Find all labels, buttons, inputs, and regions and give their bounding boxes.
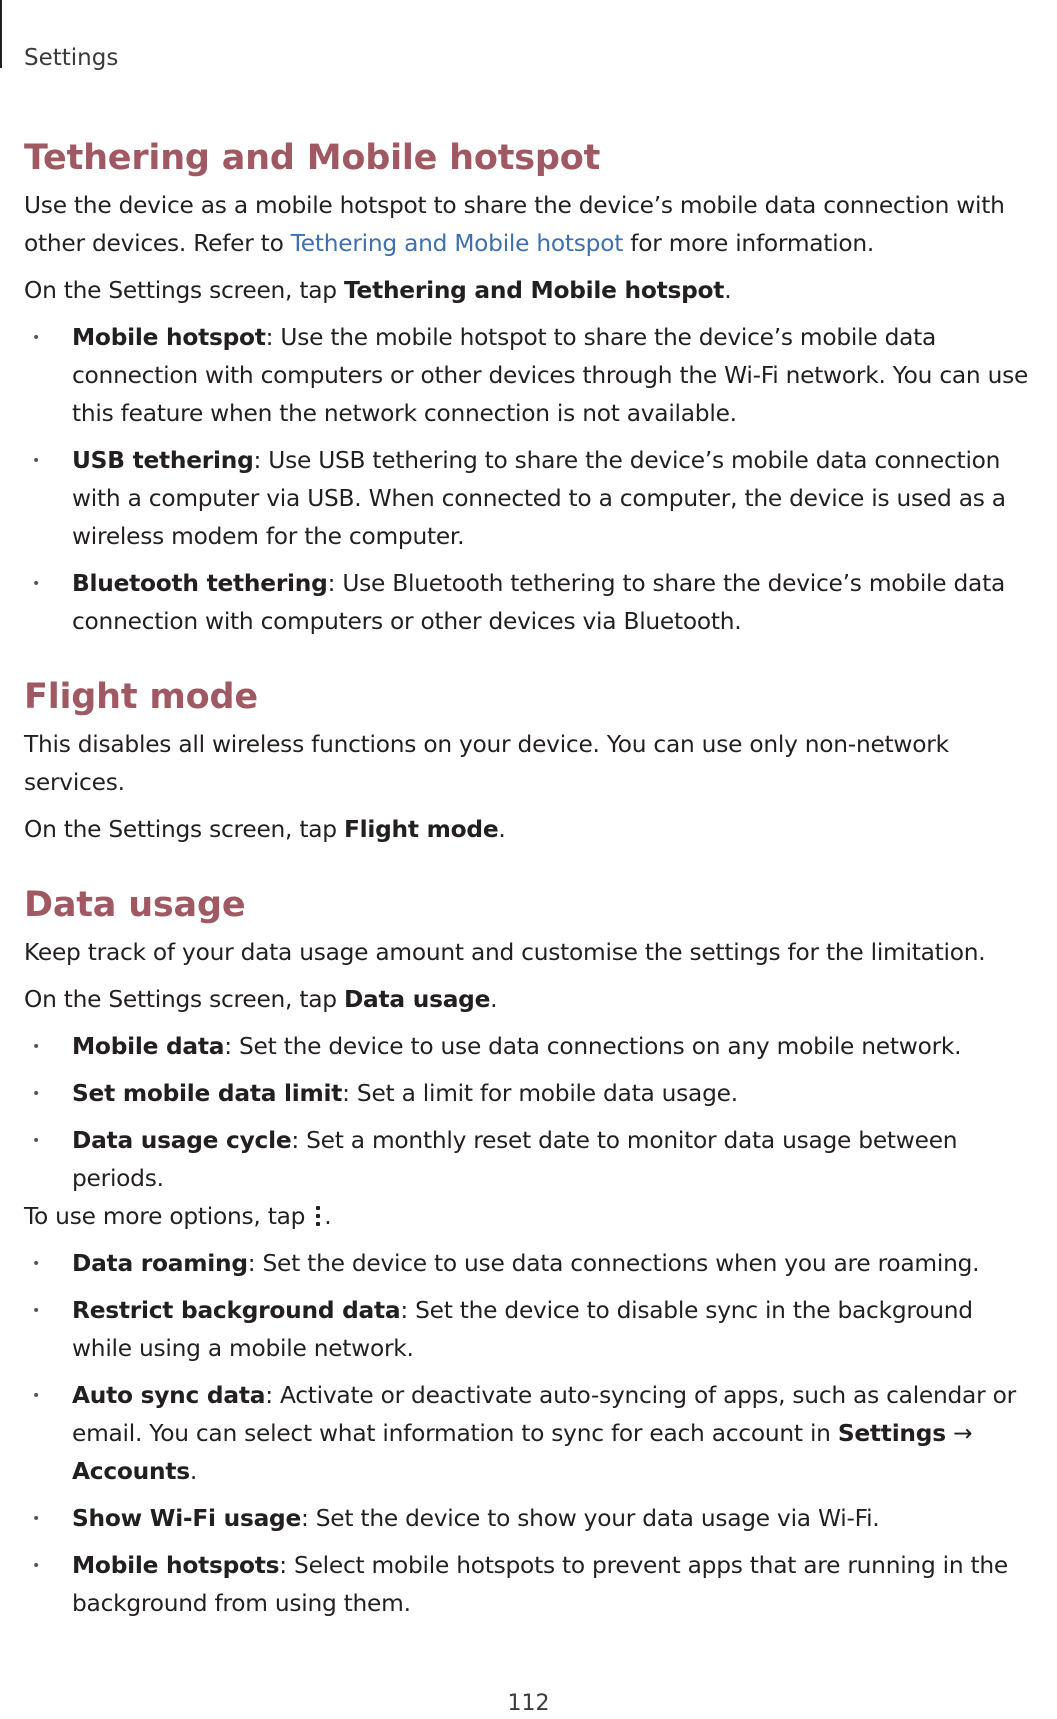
option-term: Restrict background data	[72, 1297, 401, 1324]
list-item: • USB tethering: Use USB tethering to share the device’s mobile data connection with a computer via USB. When connected to a computer, the device is used as a wireless modem for the computer.	[24, 442, 1039, 556]
tethering-options-list	[24, 319, 1039, 641]
list-item: • Show Wi-Fi usage: Set the device to show your data usage via Wi-Fi.	[24, 1500, 1039, 1538]
settings-path-accounts: Accounts	[72, 1458, 190, 1485]
list-item: • Restrict background data: Set the device to disable sync in the background while using a mobile network.	[24, 1292, 1039, 1368]
section-title-data-usage: Data usage	[24, 885, 246, 925]
section-data-usage	[24, 885, 1039, 1623]
option-term: Mobile data	[72, 1033, 225, 1060]
data-usage-tap-instruction: On the Settings screen, tap Data usage.	[24, 986, 498, 1013]
list-item: • Mobile data: Set the device to use data connections on any mobile network.	[24, 1028, 1039, 1066]
option-term: Set mobile data limit	[72, 1080, 343, 1107]
data-usage-intro: Keep track of your data usage amount and customise the settings for the limitation.	[24, 939, 986, 966]
tap-target: Tethering and Mobile hotspot	[343, 277, 725, 304]
header-label: Settings	[24, 45, 119, 71]
page-content	[24, 138, 1039, 1659]
list-item: • Bluetooth tethering: Use Bluetooth tethering to share the device’s mobile data connection with computers or other devices via Bluetooth.	[24, 565, 1039, 641]
more-options-list	[24, 1245, 1039, 1623]
section-tethering	[24, 138, 1039, 641]
header-rule	[0, 0, 2, 68]
option-term: Data roaming	[72, 1250, 248, 1277]
page-number: 112	[507, 1691, 550, 1716]
option-term: Show Wi-Fi usage	[72, 1505, 302, 1532]
list-item: • Data usage cycle: Set a monthly reset date to monitor data usage between periods.	[24, 1122, 1039, 1198]
option-term: Data usage cycle	[72, 1127, 292, 1154]
list-item: • Auto sync data: Activate or deactivate auto-syncing of apps, such as calendar or email. You can select what information to sync for each account in Settings → Accounts.	[24, 1377, 1039, 1491]
option-term: USB tethering	[72, 447, 254, 474]
list-item: • Mobile hotspots: Select mobile hotspots to prevent apps that are running in the background from using them.	[24, 1547, 1039, 1623]
more-options-icon	[312, 1204, 324, 1228]
tethering-link[interactable]: Tethering and Mobile hotspot	[290, 230, 624, 257]
settings-path-settings: Settings	[837, 1420, 946, 1447]
tap-target: Flight mode	[343, 816, 499, 843]
section-title-flight-mode: Flight mode	[24, 677, 258, 717]
tap-target: Data usage	[343, 986, 491, 1013]
section-title-tethering: Tethering and Mobile hotspot	[24, 138, 601, 178]
flight-tap-instruction: On the Settings screen, tap Flight mode.	[24, 816, 506, 843]
list-item: • Data roaming: Set the device to use data connections when you are roaming.	[24, 1245, 1039, 1283]
list-item: • Mobile hotspot: Use the mobile hotspot to share the device’s mobile data connection with computers or other devices through the Wi-Fi network. You can use this feature when the network connection is not available.	[24, 319, 1039, 433]
tethering-intro: Use the device as a mobile hotspot to share the device’s mobile data connection with other devices. Refer to Tethering and Mobile hotspot for more information.	[24, 192, 1005, 257]
section-flight-mode	[24, 677, 1039, 849]
more-options-instruction: To use more options, tap .	[24, 1203, 332, 1230]
path-arrow: →	[952, 1420, 973, 1447]
option-term: Bluetooth tethering	[72, 570, 328, 597]
flight-intro: This disables all wireless functions on your device. You can use only non-network services.	[24, 731, 949, 796]
option-term: Auto sync data	[72, 1382, 266, 1409]
option-term: Mobile hotspot	[72, 324, 266, 351]
option-term: Mobile hotspots	[72, 1552, 280, 1579]
list-item: • Set mobile data limit: Set a limit for mobile data usage.	[24, 1075, 1039, 1113]
tethering-tap-instruction: On the Settings screen, tap Tethering and Mobile hotspot.	[24, 277, 732, 304]
data-usage-options-list	[24, 1028, 1039, 1198]
